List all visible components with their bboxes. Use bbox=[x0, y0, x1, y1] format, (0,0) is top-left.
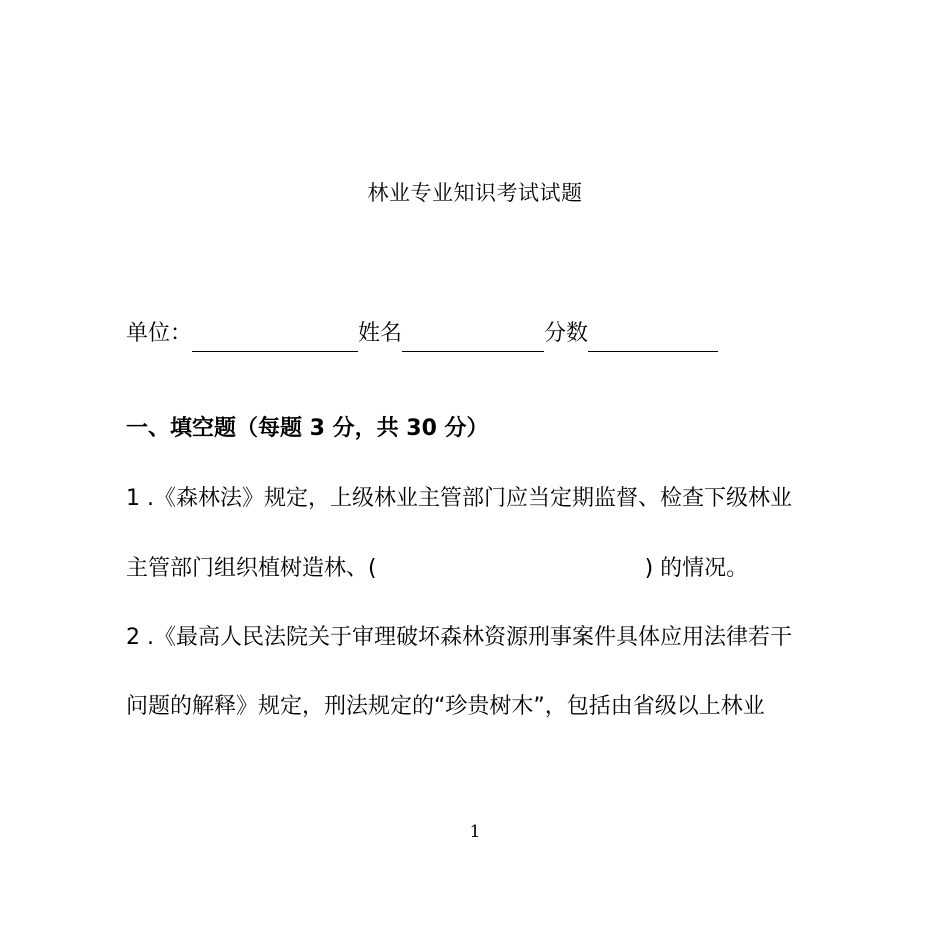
page-number: 1 bbox=[469, 822, 481, 842]
question-1-line-1: 1 .《森林法》规定，上级林业主管部门应当定期监督、检查下级林业 bbox=[126, 486, 792, 511]
unit-label: 单位： bbox=[126, 321, 193, 346]
question-1-line-2 bbox=[126, 552, 748, 586]
section-heading: 一、填空题（每题 3 分，共 30 分） bbox=[126, 416, 489, 441]
examinee-info-line bbox=[126, 316, 718, 352]
name-label: 姓名 bbox=[358, 321, 403, 346]
exam-title: 林业专业知识考试试题 bbox=[367, 181, 583, 205]
question-2-line-1: 2 .《最高人民法院关于审理破坏森林资源刑事案件具体应用法律若干 bbox=[126, 625, 792, 650]
question-1-text-before-blank: 主管部门组织植树造林、( bbox=[126, 556, 377, 581]
name-blank bbox=[402, 319, 544, 352]
unit-blank bbox=[192, 319, 358, 352]
question-1-text-after-blank: ) 的情况。 bbox=[644, 556, 749, 581]
score-blank bbox=[588, 319, 718, 352]
question-2-line-2: 问题的解释》规定，刑法规定的“珍贵树木”，包括由省级以上林业 bbox=[126, 694, 765, 719]
score-label: 分数 bbox=[544, 321, 589, 346]
